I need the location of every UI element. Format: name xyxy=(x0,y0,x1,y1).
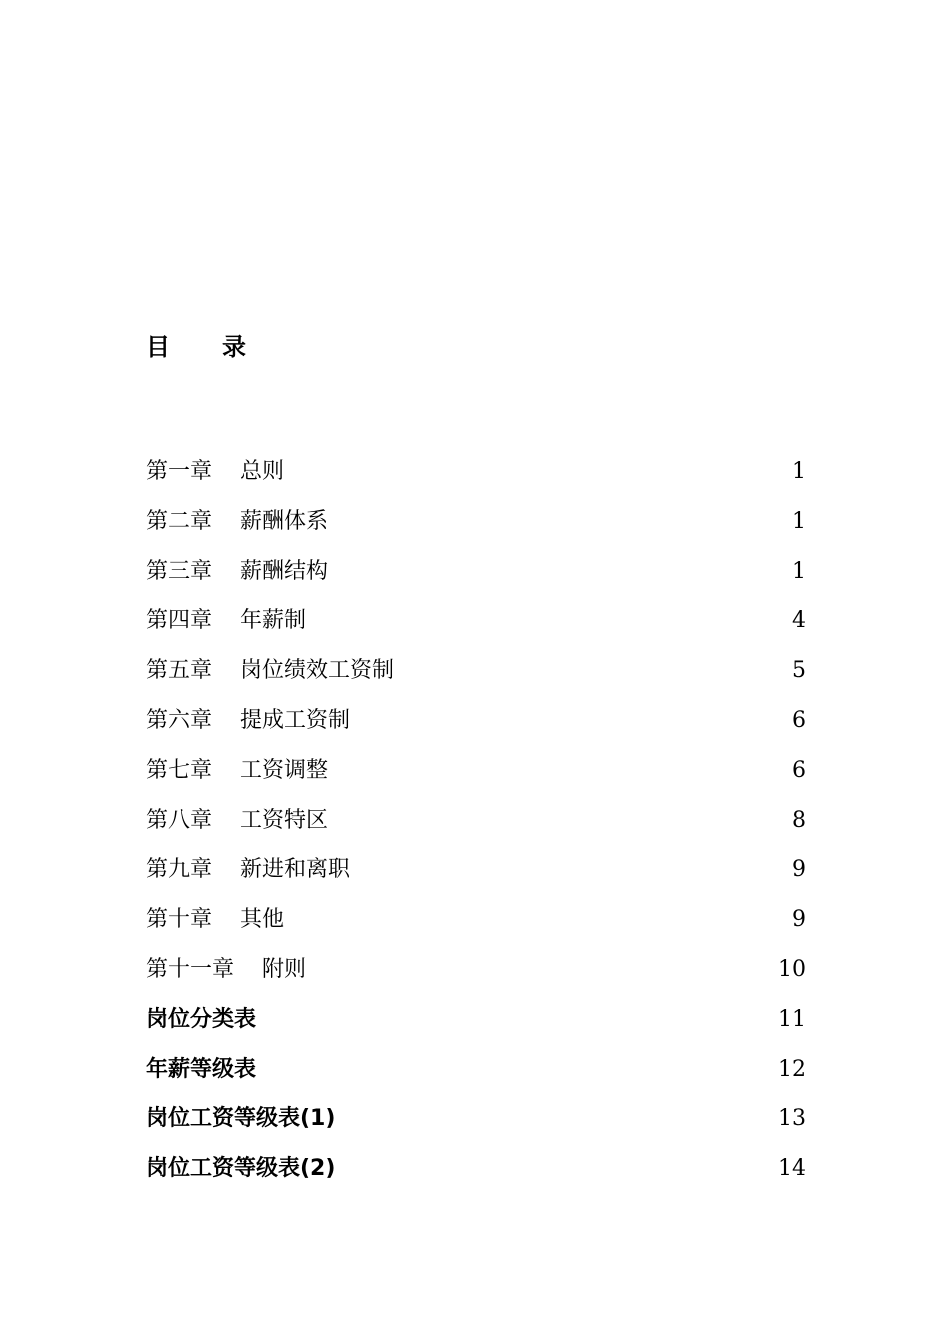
toc-entry-chapter-11[interactable] xyxy=(146,947,806,997)
toc-entry-chapter-10[interactable] xyxy=(146,897,806,947)
toc-entry-chapter-label: 第一章 xyxy=(146,459,213,484)
toc-entry-chapter-label: 第八章 xyxy=(146,807,213,833)
toc-entry-position-classification-table[interactable] xyxy=(146,997,806,1047)
toc-entry-page-number: 11 xyxy=(778,1006,806,1032)
toc-entry-title: 岗位绩效工资制 xyxy=(240,658,395,684)
toc-entry-chapter-label: 第九章 xyxy=(146,857,213,883)
toc-entry-page-number: 1 xyxy=(792,508,806,534)
toc-entry-chapter-4[interactable] xyxy=(146,598,806,648)
toc-entry-chapter-8[interactable] xyxy=(146,798,806,848)
toc-entry-annual-salary-grade-table[interactable] xyxy=(146,1047,806,1097)
toc-entry-title: 薪酬结构 xyxy=(240,558,329,584)
toc-entry-page-number: 5 xyxy=(792,658,806,684)
toc-entry-page-number: 6 xyxy=(792,707,806,733)
toc-entry-title: 附则 xyxy=(262,956,307,982)
toc-entry-chapter-2[interactable] xyxy=(146,499,806,549)
toc-entry-page-number: 9 xyxy=(792,907,806,933)
toc-entry-chapter-5[interactable] xyxy=(146,648,806,698)
toc-entry-title: 新进和离职 xyxy=(240,857,351,883)
toc-entry-title: 岗位工资等级表(2) xyxy=(146,1156,336,1182)
toc-title xyxy=(146,327,246,362)
toc-entry-chapter-label: 第七章 xyxy=(146,757,213,783)
toc-entry-title: 工资特区 xyxy=(240,807,329,833)
toc-entry-page-number: 9 xyxy=(792,857,806,883)
toc-entry-page-number: 4 xyxy=(792,608,806,634)
toc-entry-position-wage-grade-table-1[interactable] xyxy=(146,1096,806,1146)
toc-list xyxy=(146,449,806,1196)
toc-entry-page-number: 6 xyxy=(792,757,806,783)
toc-entry-chapter-9[interactable] xyxy=(146,847,806,897)
toc-entry-chapter-7[interactable] xyxy=(146,748,806,798)
toc-entry-page-number: 12 xyxy=(778,1056,806,1082)
toc-entry-page-number: 1 xyxy=(792,558,806,584)
toc-entry-chapter-label: 第三章 xyxy=(146,558,213,584)
toc-entry-chapter-label: 第十一章 xyxy=(146,956,235,982)
toc-entry-title: 总则 xyxy=(240,459,285,484)
toc-entry-chapter-label: 第六章 xyxy=(146,707,213,733)
toc-entry-chapter-3[interactable] xyxy=(146,549,806,599)
toc-title-right: 录 xyxy=(222,333,246,361)
toc-entry-page-number: 10 xyxy=(778,956,806,982)
toc-entry-page-number: 14 xyxy=(778,1156,806,1182)
toc-entry-chapter-label: 第二章 xyxy=(146,508,213,534)
toc-entry-page-number: 8 xyxy=(792,807,806,833)
toc-entry-title: 年薪制 xyxy=(240,608,307,634)
toc-entry-chapter-1[interactable] xyxy=(146,449,806,499)
toc-entry-title: 工资调整 xyxy=(240,757,329,783)
toc-entry-page-number: 1 xyxy=(792,459,806,484)
toc-entry-title: 其他 xyxy=(240,907,285,933)
toc-entry-title: 提成工资制 xyxy=(240,707,351,733)
toc-entry-position-wage-grade-table-2[interactable] xyxy=(146,1146,806,1196)
toc-entry-title: 岗位分类表 xyxy=(146,1006,257,1032)
toc-title-left: 目 xyxy=(146,333,170,361)
toc-entry-title: 岗位工资等级表(1) xyxy=(146,1106,336,1132)
toc-entry-chapter-label: 第十章 xyxy=(146,907,213,933)
toc-entry-title: 年薪等级表 xyxy=(146,1056,257,1082)
toc-entry-chapter-6[interactable] xyxy=(146,698,806,748)
toc-entry-title: 薪酬体系 xyxy=(240,508,329,534)
toc-entry-chapter-label: 第五章 xyxy=(146,658,213,684)
toc-entry-chapter-label: 第四章 xyxy=(146,608,213,634)
toc-entry-page-number: 13 xyxy=(778,1106,806,1132)
